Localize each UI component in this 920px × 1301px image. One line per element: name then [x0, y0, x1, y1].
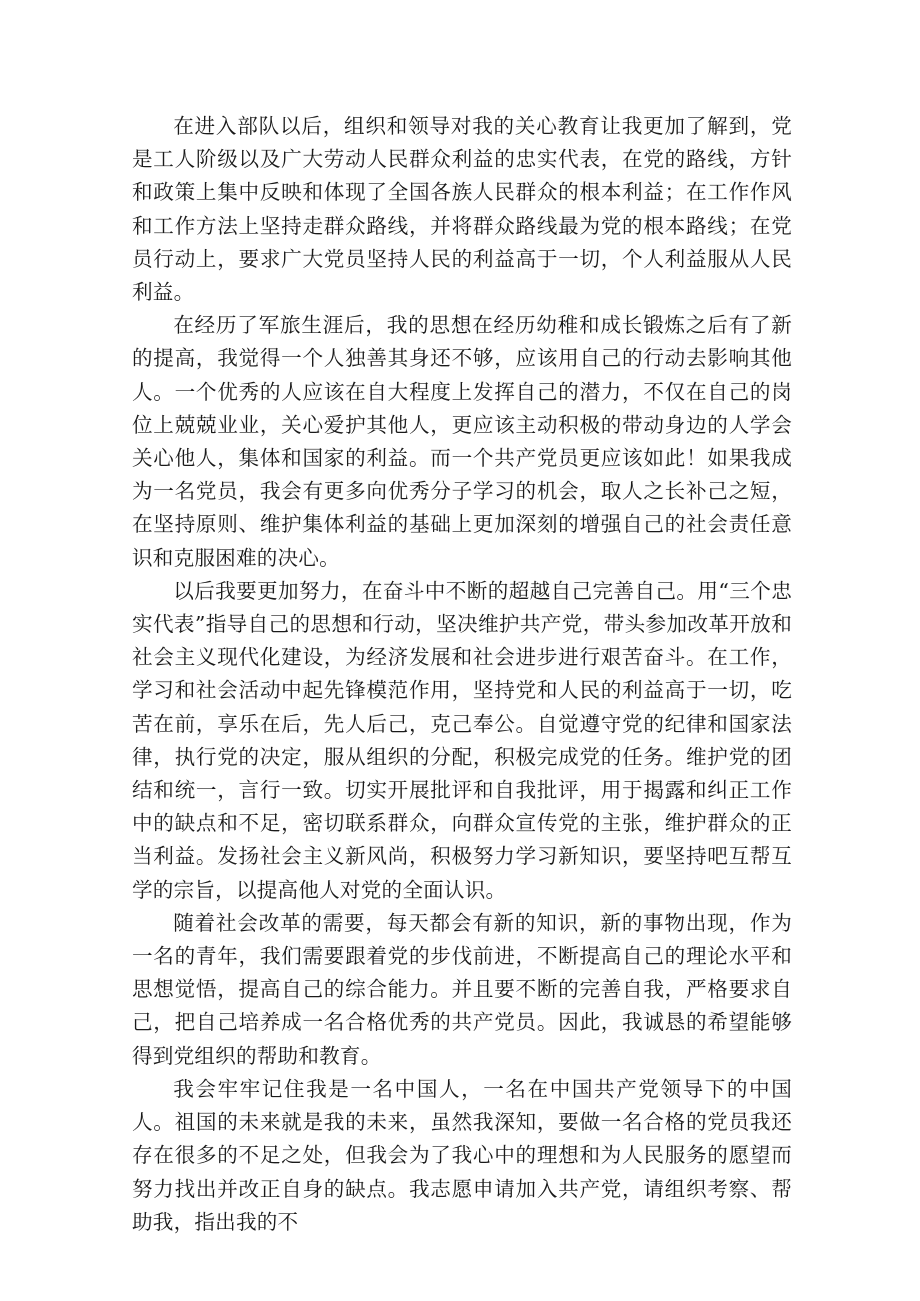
- paragraph-2: 在经历了军旅生涯后，我的思想在经历幼稚和成长锻炼之后有了新的提高，我觉得一个人独善其身还不够，应该用自己的行动去影响其他人。一个优秀的人应该在自大程度上发挥自己的潜力，不仅在自己的岗位上兢兢业业，关心爱护其他人，更应该主动积极的带动身边的人学会关心他人，集体和国家的利益。而一个共产党员更应该如此！如果我成为一名党员，我会有更多向优秀分子学习的机会，取人之长补己之短，在坚持原则、维护集体利益的基础上更加深刻的增强自己的社会责任意识和克服困难的决心。: [132, 313, 792, 570]
- paragraph-4: 随着社会改革的需要，每天都会有新的知识，新的事物出现，作为一名的青年，我们需要跟着党的步伐前进，不断提高自己的理论水平和思想觉悟，提高自己的综合能力。并且要不断的完善自我，严格要求自己，把自己培养成一名合格优秀的共产党员。因此，我诚恳的希望能够得到党组织的帮助和教育。: [132, 910, 792, 1068]
- document-body: [132, 110, 792, 1239]
- paragraph-5: 我会牢牢记住我是一名中国人，一名在中国共产党领导下的中国人。祖国的未来就是我的未来，虽然我深知，要做一名合格的党员我还存在很多的不足之处，但我会为了我心中的理想和为人民服务的愿望而努力找出并改正自身的缺点。我志愿申请加入共产党，请组织考察、帮助我，指出我的不: [132, 1076, 792, 1234]
- paragraph-1: 在进入部队以后，组织和领导对我的关心教育让我更加了解到，党是工人阶级以及广大劳动人民群众利益的忠实代表，在党的路线，方针和政策上集中反映和体现了全国各族人民群众的根本利益；在工作作风和工作方法上坚持走群众路线，并将群众路线最为党的根本路线；在党员行动上，要求广大党员坚持人民的利益高于一切，个人利益服从人民利益。: [132, 114, 792, 305]
- paragraph-3: 以后我要更加努力，在奋斗中不断的超越自己完善自己。用“三个忠实代表”指导自己的思想和行动，坚决维护共产党，带头参加改革开放和社会主义现代化建设，为经济发展和社会进步进行艰苦奋斗。在工作，学习和社会活动中起先锋模范作用，坚持党和人民的利益高于一切，吃苦在前，享乐在后，先人后己，克己奉公。自觉遵守党的纪律和国家法律，执行党的决定，服从组织的分配，积极完成党的任务。维护党的团结和统一，言行一致。切实开展批评和自我批评，用于揭露和纠正工作中的缺点和不足，密切联系群众，向群众宣传党的主张，维护群众的正当利益。发扬社会主义新风尚，积极努力学习新知识，要坚持吧互帮互学的宗旨，以提高他人对党的全面认识。: [132, 578, 792, 902]
